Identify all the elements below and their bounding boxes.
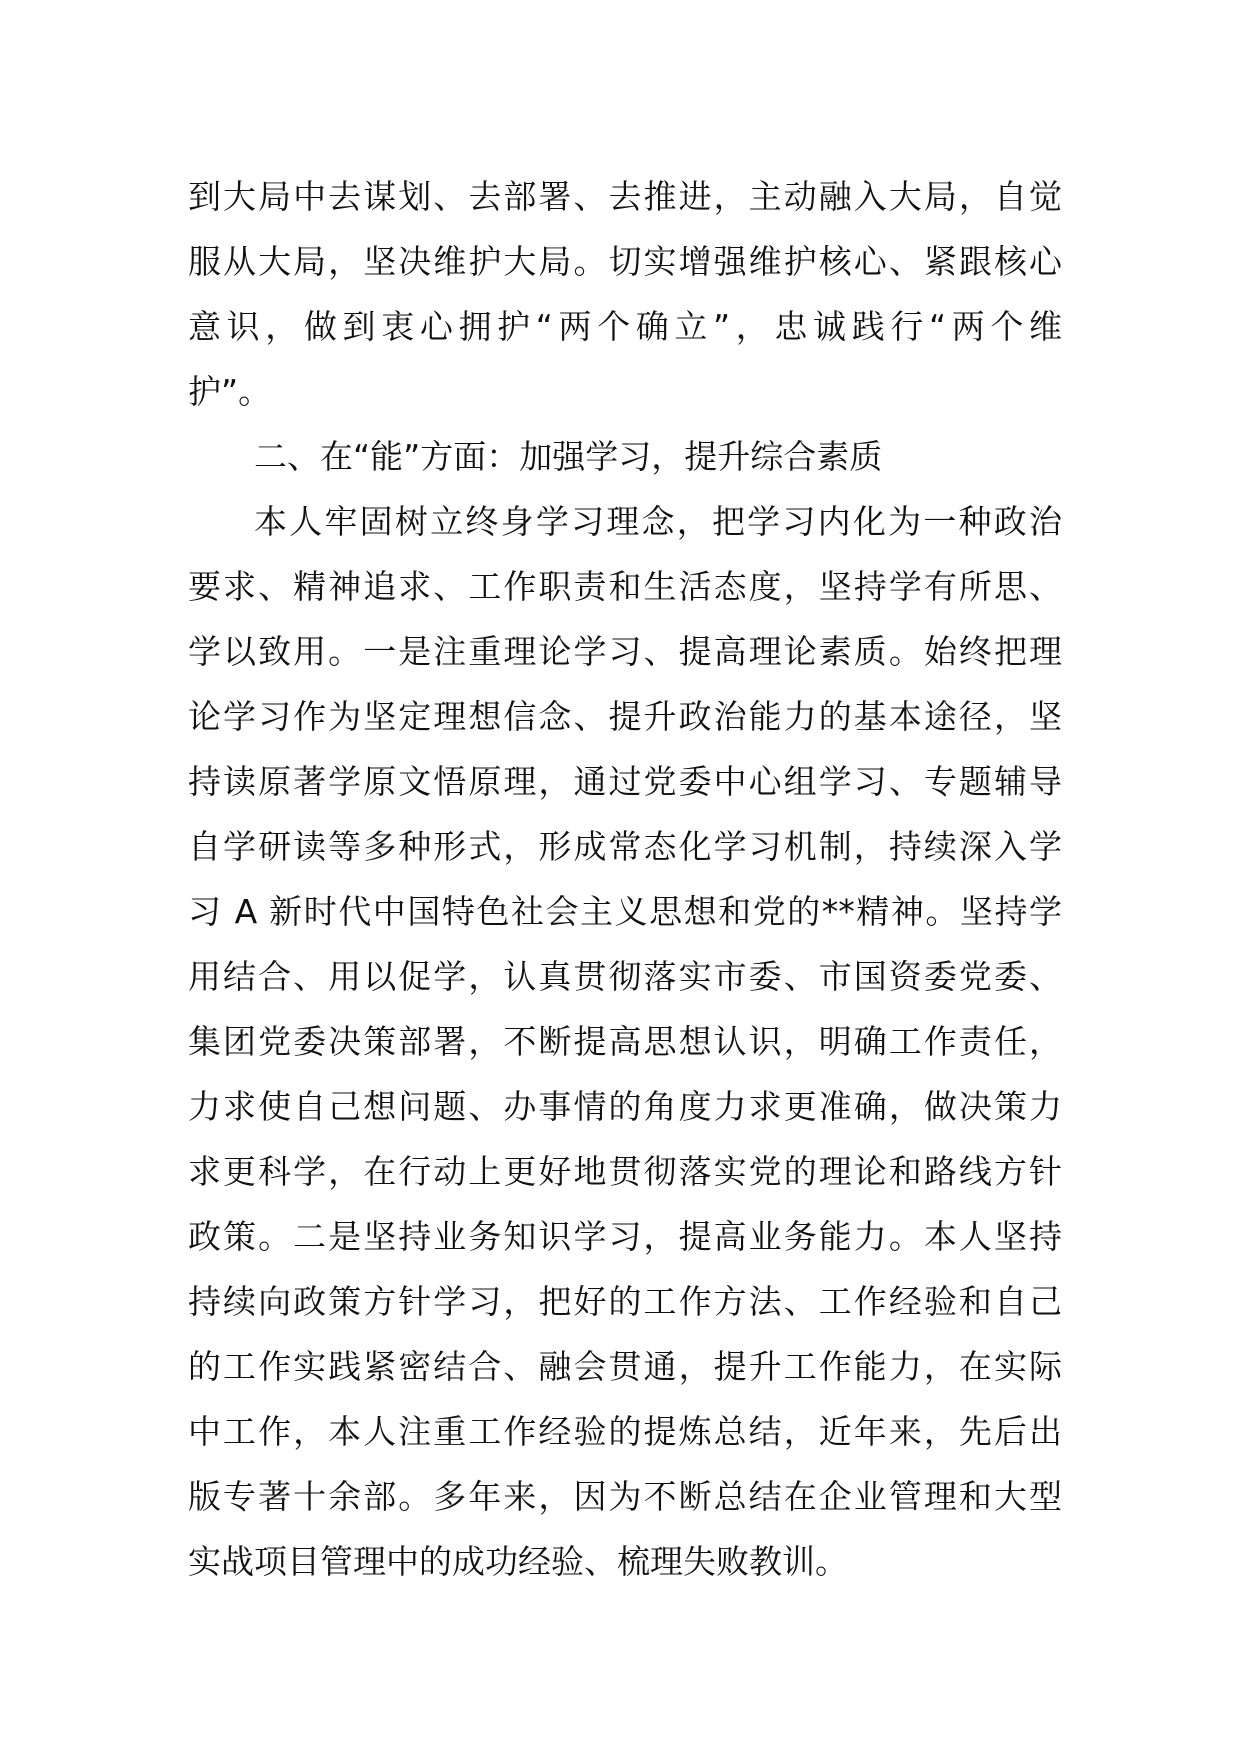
text-line: 习 A 新时代中国特色社会主义思想和党的**精神。坚持学: [188, 892, 1062, 931]
text-line: 实战项目管理中的成功经验、梳理失败教训。: [188, 1542, 848, 1581]
text-line: 力求使自己想问题、办事情的角度力求更准确，做决策力: [188, 1087, 1062, 1126]
text-line: 持读原著学原文悟原理，通过党委中心组学习、专题辅导: [188, 762, 1062, 801]
text-line: 本人牢固树立终身学习理念，把学习内化为一种政治: [254, 502, 1062, 541]
text-line: 学以致用。一是注重理论学习、提高理论素质。始终把理: [188, 632, 1062, 671]
text-line: 论学习作为坚定理想信念、提升政治能力的基本途径，坚: [188, 697, 1062, 736]
text-line: 的工作实践紧密结合、融会贯通，提升工作能力，在实际: [188, 1347, 1062, 1386]
text-line: 中工作，本人注重工作经验的提炼总结，近年来，先后出: [188, 1412, 1062, 1451]
text-line: 版专著十余部。多年来，因为不断总结在企业管理和大型: [188, 1477, 1062, 1516]
text-line: 护”。: [188, 372, 272, 411]
text-line: 意识，做到衷心拥护“两个确立”，忠诚践行“两个维: [188, 307, 1062, 346]
text-line: 用结合、用以促学，认真贯彻落实市委、市国资委党委、: [188, 957, 1062, 996]
section-heading: 二、在“能”方面：加强学习，提升综合素质: [254, 437, 883, 476]
document-body: [188, 164, 1062, 1594]
text-line: 求更科学，在行动上更好地贯彻落实党的理论和路线方针: [188, 1152, 1062, 1191]
text-line: 到大局中去谋划、去部署、去推进，主动融入大局，自觉: [188, 177, 1062, 216]
text-line: 服从大局，坚决维护大局。切实增强维护核心、紧跟核心: [188, 242, 1062, 281]
text-line: 要求、精神追求、工作职责和生活态度，坚持学有所思、: [188, 567, 1062, 606]
text-line: 自学研读等多种形式，形成常态化学习机制，持续深入学: [188, 827, 1062, 866]
text-line: 集团党委决策部署，不断提高思想认识，明确工作责任，: [188, 1022, 1062, 1061]
text-line: 政策。二是坚持业务知识学习，提高业务能力。本人坚持: [188, 1217, 1062, 1256]
text-line: 持续向政策方针学习，把好的工作方法、工作经验和自己: [188, 1282, 1062, 1321]
